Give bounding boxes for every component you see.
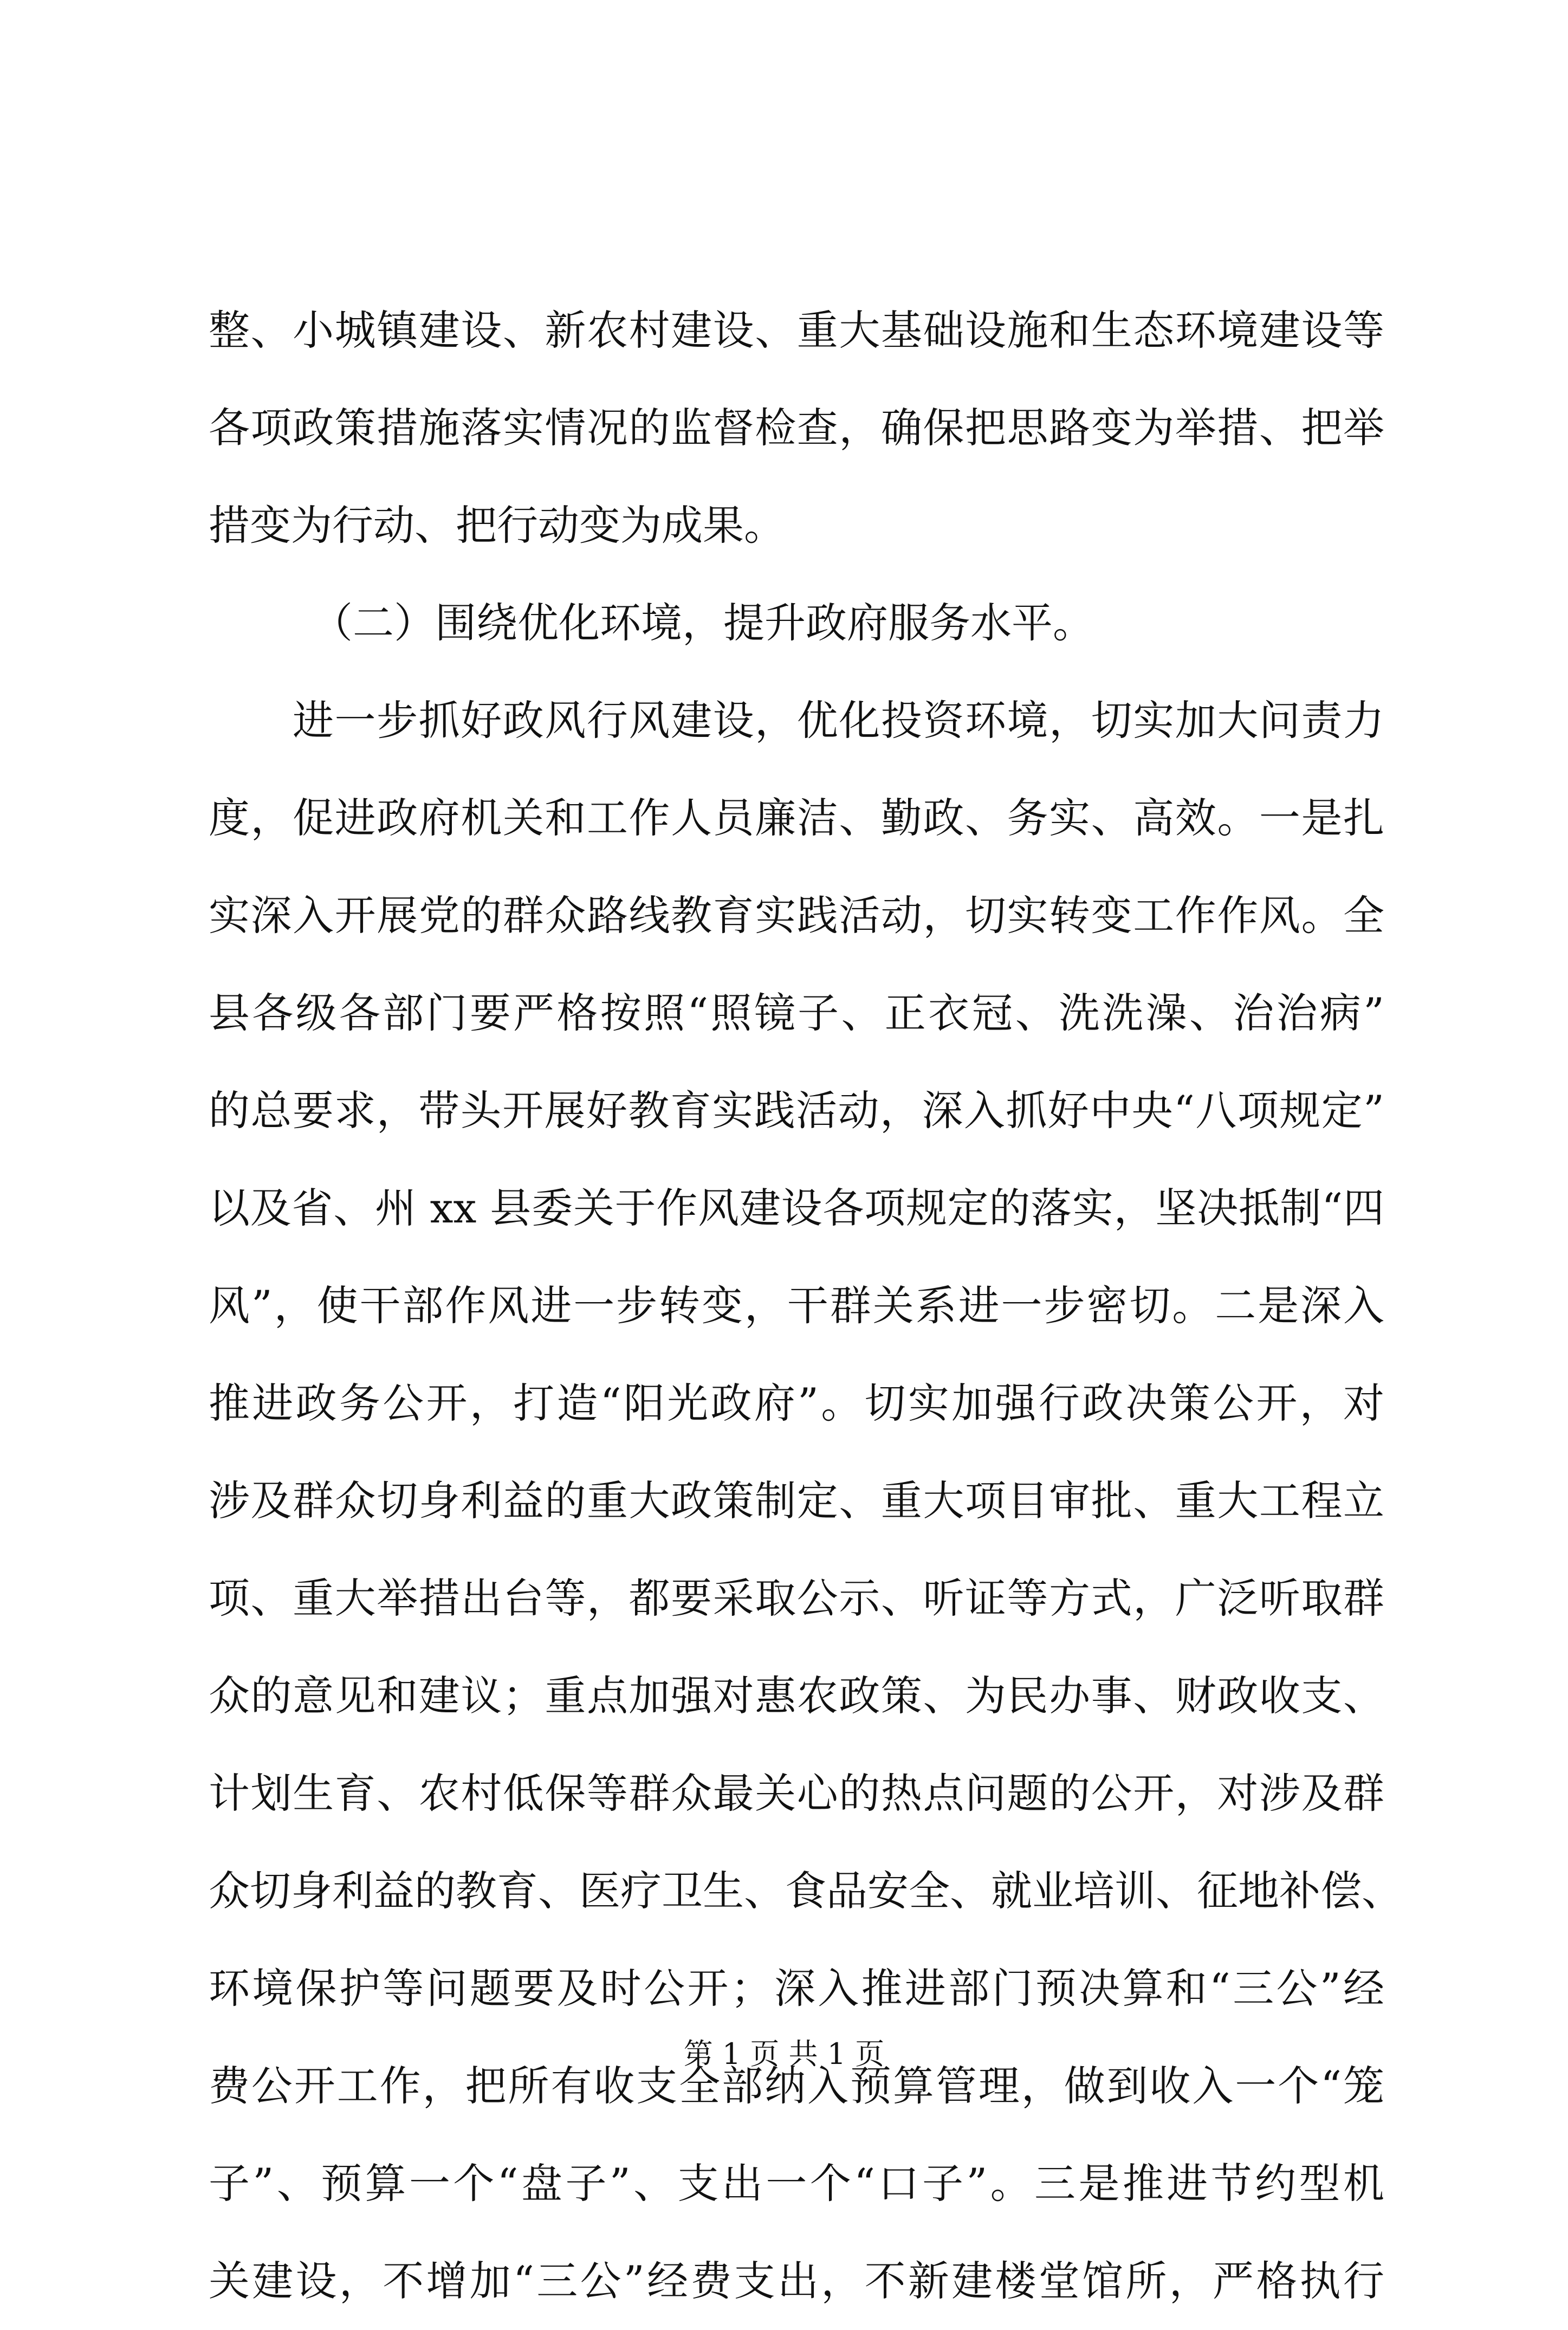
text-line: 项、重大举措出台等，都要采取公示、听证等方式，广泛听取群 (209, 1574, 1384, 1622)
text-line: 整、小城镇建设、新农村建设、重大基础设施和生态环境建设等 (209, 306, 1384, 354)
text-line: 推进政务公开，打造“阳光政府”。切实加强行政决策公开，对 (209, 1379, 1384, 1427)
paragraph-first-line: 进一步抓好政风行风建设，优化投资环境，切实加大问责力 (293, 696, 1384, 745)
text-line: 涉及群众切身利益的重大政策制定、重大项目审批、重大工程立 (209, 1477, 1384, 1525)
text-line: 众切身利益的教育、医疗卫生、食品安全、就业培训、征地补偿、 (209, 1867, 1403, 1915)
text-line: 措变为行动、把行动变为成果。 (209, 501, 785, 549)
text-line: 的总要求，带头开展好教育实践活动，深入抓好中央“八项规定” (209, 1086, 1384, 1135)
body-text (209, 282, 1403, 2330)
text-line: 度，促进政府机关和工作人员廉洁、勤政、务实、高效。一是扎 (209, 794, 1384, 842)
text-line: 以及省、州 xx 县委关于作风建设各项规定的落实，坚决抵制“四 (209, 1184, 1384, 1232)
text-line: 各项政策措施落实情况的监督检查，确保把思路变为举措、把举 (209, 404, 1384, 452)
text-line: 关建设，不增加“三公”经费支出，不新建楼堂馆所，严格执行 (209, 2257, 1384, 2305)
text-line: 实深入开展党的群众路线教育实践活动，切实转变工作作风。全 (209, 891, 1384, 940)
text-line: 子”、预算一个“盘子”、支出一个“口子”。三是推进节约型机 (209, 2159, 1384, 2208)
text-line: 费公开工作，把所有收支全部纳入预算管理，做到收入一个“笼 (209, 2062, 1384, 2110)
section-heading: （二）围绕优化环境，提升政府服务水平。 (312, 599, 1094, 647)
text-line: 众的意见和建议；重点加强对惠农政策、为民办事、财政收支、 (209, 1672, 1384, 1720)
page-footer: 第 1 页 共 1 页 (683, 2037, 885, 2071)
text-line: 环境保护等问题要及时公开；深入推进部门预决算和“三公”经 (209, 1964, 1384, 2012)
text-line: 县各级各部门要严格按照“照镜子、正衣冠、洗洗澡、治治病” (209, 989, 1384, 1037)
text-line: 计划生育、农村低保等群众最关心的热点问题的公开，对涉及群 (209, 1769, 1384, 1817)
text-line: 风”，使干部作风进一步转变，干群关系进一步密切。二是深入 (209, 1282, 1384, 1330)
